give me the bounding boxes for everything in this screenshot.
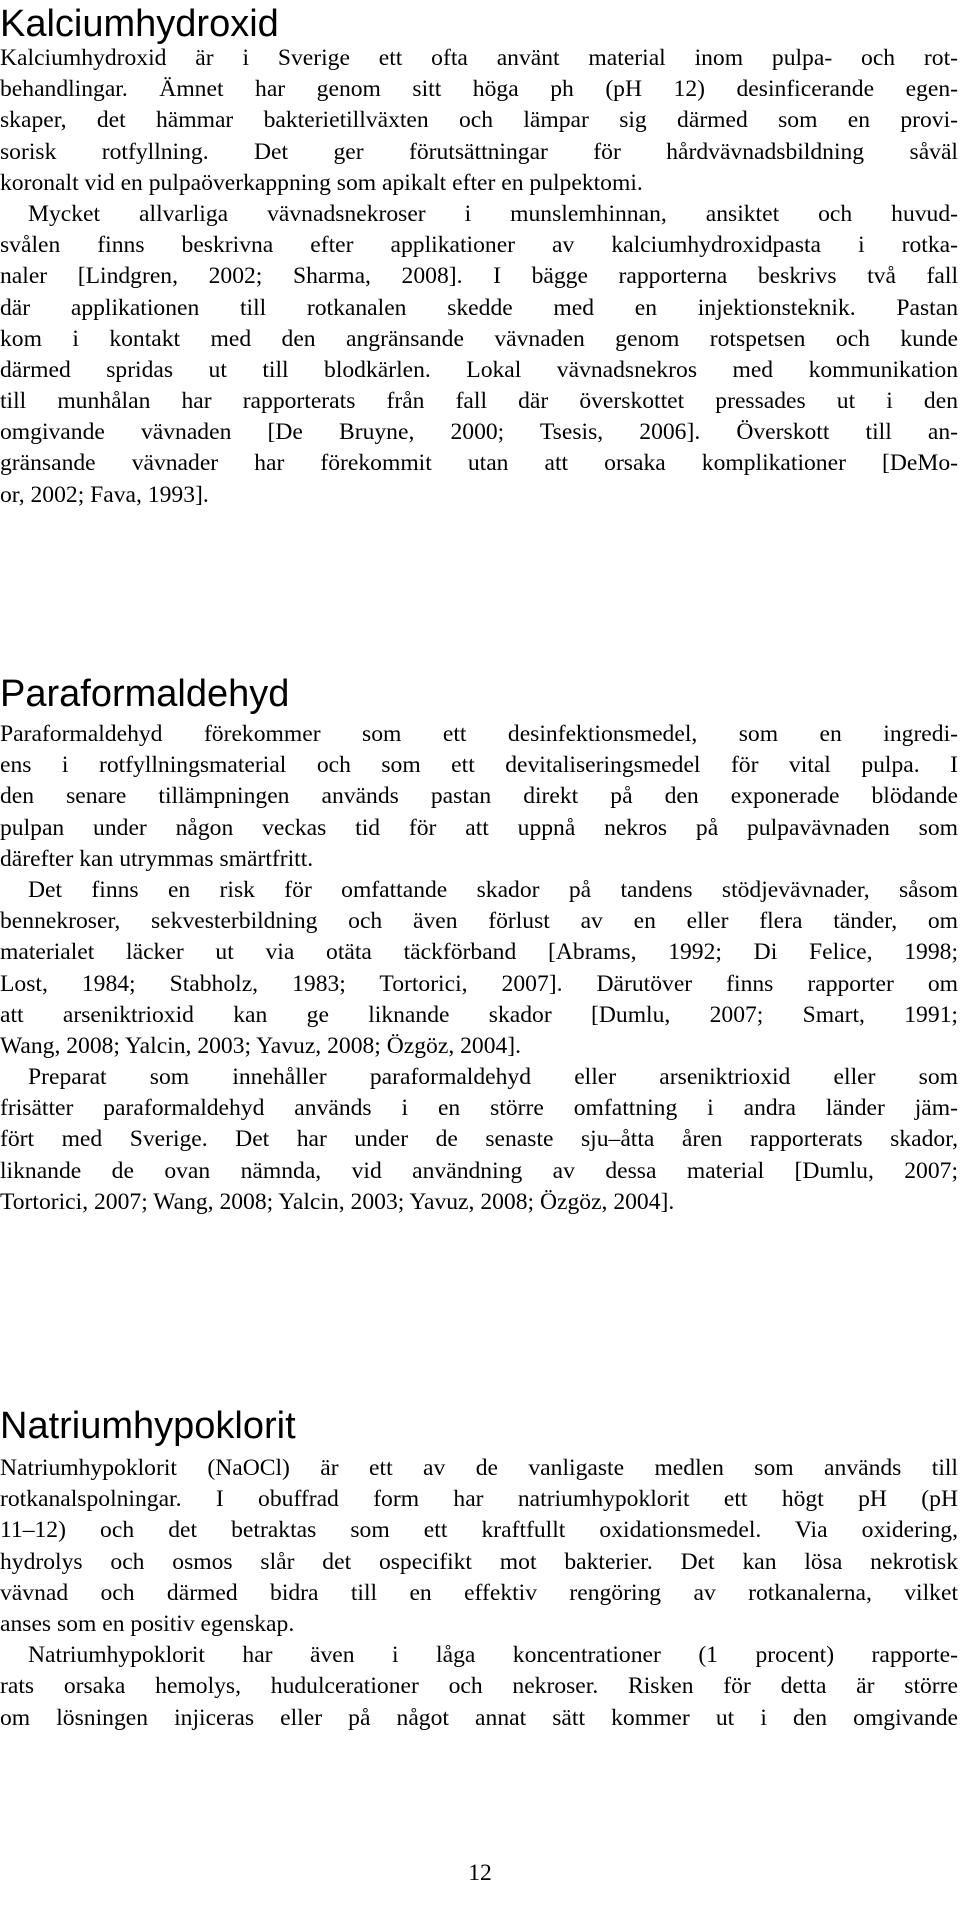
text-line: Det finns en risk för omfattande skador på tandens stödjevävnader, såsom — [28, 876, 958, 903]
text-line: anses som en positiv egenskap. — [0, 1610, 295, 1637]
text-line: pulpan under någon veckas tid för att uppnå nekros på pulpavävnaden som — [0, 814, 958, 841]
text-line: liknande de ovan nämnda, vid användning av dessa material [Dumlu, 2007; — [0, 1157, 958, 1184]
text-line: till munhålan har rapporterats från fall där överskottet pressades ut i den — [0, 388, 958, 415]
text-line: fört med Sverige. Det har under de senaste sju–åtta åren rapporterats skador, — [0, 1126, 958, 1153]
text-line: där applikationen till rotkanalen skedde med en injektionsteknik. Pastan — [0, 294, 958, 321]
paragraph — [0, 1453, 958, 1734]
text-line: rats orsaka hemolys, hudulcerationer och nekroser. Risken för detta är större — [0, 1673, 958, 1700]
text-line: om lösningen injiceras eller på något annat sätt kommer ut i den omgivande — [0, 1704, 958, 1731]
text-line: Lost, 1984; Stabholz, 1983; Tortorici, 2007]. Därutöver finns rapporter om — [0, 970, 958, 997]
text-line: koronalt vid en pulpaöverkappning som apikalt efter en pulpektomi. — [0, 169, 643, 196]
text-line: bennekroser, sekvesterbildning och även förlust av en eller flera tänder, om — [0, 908, 958, 935]
text-line: naler [Lindgren, 2002; Sharma, 2008]. I bägge rapporterna beskrivs två fall — [0, 263, 958, 290]
text-line: gränsande vävnader har förekommit utan att orsaka komplikationer [DeMo- — [0, 450, 958, 477]
text-line: vävnad och därmed bidra till en effektiv rengöring av rotkanalerna, vilket — [0, 1579, 958, 1606]
section-heading: Natriumhypoklorit — [0, 1405, 296, 1447]
text-line: behandlingar. Ämnet har genom sitt höga ph (pH 12) desinficerande egen- — [0, 76, 958, 103]
text-line: därefter kan utrymmas smärtfritt. — [0, 845, 314, 872]
text-line: hydrolys och osmos slår det ospecifikt mot bakterier. Det kan lösa nekrotisk — [0, 1548, 958, 1575]
text-line: att arseniktrioxid kan ge liknande skador [Dumlu, 2007; Smart, 1991; — [0, 1001, 958, 1028]
paragraph — [0, 43, 958, 511]
text-line: sorisk rotfyllning. Det ger förutsättningar för hårdvävnadsbildning såväl — [0, 138, 958, 165]
text-line: Natriumhypoklorit har även i låga koncentrationer (1 procent) rapporte- — [28, 1642, 958, 1669]
text-line: den senare tillämpningen används pastan direkt på den exponerade blödande — [0, 783, 958, 810]
text-line: Mycket allvarliga vävnadsnekroser i munslemhinnan, ansiktet och huvud- — [28, 200, 958, 227]
section-heading: Kalciumhydroxid — [0, 3, 279, 45]
text-line: skaper, det hämmar bakterietillväxten och lämpar sig därmed som en provi- — [0, 107, 958, 134]
text-line: Wang, 2008; Yalcin, 2003; Yavuz, 2008; Özgöz, 2004]. — [0, 1032, 522, 1059]
text-line: kom i kontakt med den angränsande vävnaden genom rotspetsen och kunde — [0, 325, 958, 352]
page-number: 12 — [468, 1860, 492, 1886]
text-line: Tortorici, 2007; Wang, 2008; Yalcin, 2003; Yavuz, 2008; Özgöz, 2004]. — [0, 1188, 675, 1215]
text-line: Kalciumhydroxid är i Sverige ett ofta använt material inom pulpa- och rot- — [0, 45, 958, 71]
text-line: frisätter paraformaldehyd används i en större omfattning i andra länder jäm- — [0, 1095, 958, 1122]
paragraph — [0, 719, 958, 1218]
text-line: svålen finns beskrivna efter applikationer av kalciumhydroxidpasta i rotka- — [0, 232, 958, 259]
text-line: omgivande vävnaden [De Bruyne, 2000; Tsesis, 2006]. Överskott till an- — [0, 419, 958, 446]
text-line: Preparat som innehåller paraformaldehyd eller arseniktrioxid eller som — [28, 1064, 958, 1091]
text-line: Paraformaldehyd förekommer som ett desinfektionsmedel, som en ingredi- — [0, 721, 958, 747]
text-line: Natriumhypoklorit (NaOCl) är ett av de vanligaste medlen som används till — [0, 1455, 958, 1481]
text-line: därmed spridas ut till blodkärlen. Lokal vävnadsnekros med kommunikation — [0, 356, 958, 383]
text-line: ens i rotfyllningsmaterial och som ett devitaliseringsmedel för vital pulpa. I — [0, 752, 958, 779]
section-heading: Paraformaldehyd — [0, 673, 290, 715]
text-line: or, 2002; Fava, 1993]. — [0, 481, 209, 508]
text-line: materialet läcker ut via otäta täckförband [Abrams, 1992; Di Felice, 1998; — [0, 939, 958, 966]
text-line: rotkanalspolningar. I obuffrad form har natriumhypoklorit ett högt pH (pH — [0, 1486, 958, 1513]
text-line: 11–12) och det betraktas som ett kraftfullt oxidationsmedel. Via oxidering, — [0, 1517, 958, 1544]
